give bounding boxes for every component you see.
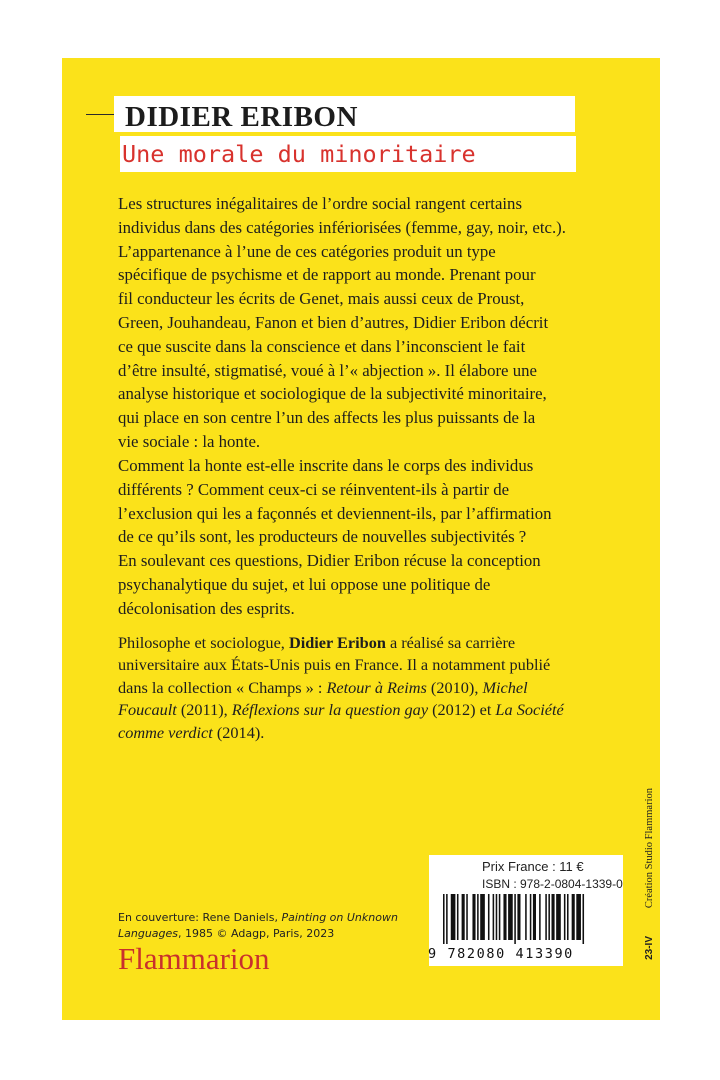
credit-text: En couverture: Rene Daniels, (118, 911, 282, 924)
barcode-stripe (466, 894, 468, 940)
blurb-line: qui place en son centre l’un des affects les plus puissants de la (118, 408, 536, 428)
barcode-stripe (556, 894, 561, 940)
barcode-stripe (451, 894, 456, 940)
blurb-line: de ce qu’ils sont, les producteurs de nouvelles subjectivités ? (118, 527, 527, 547)
barcode-stripe (503, 894, 506, 940)
bio-line (118, 677, 648, 699)
blurb-line: spécifique de psychisme et de rapport au monde. Prenant pour (118, 265, 536, 285)
barcode-stripe (514, 894, 516, 944)
barcode-stripe (533, 894, 536, 940)
bio-line (118, 632, 648, 654)
barcode-stripe (517, 894, 520, 940)
isbn-text: ISBN : 978-2-0804-1339-0 (482, 877, 623, 891)
bio-text: dans la collection « Champs » : (118, 677, 327, 697)
credit-text: , 1985 © Adagp, Paris, 2023 (178, 927, 335, 940)
design-credit: Création Studio Flammarion (644, 788, 655, 909)
blurb-line: analyse historique et sociologique de la subjectivité minoritaire, (118, 384, 547, 404)
barcode-stripe (496, 894, 498, 940)
blurb-line: ce que suscite dans la conscience et dans l’inconscient le fait (118, 336, 526, 356)
blurb-line: vie sociale : la honte. (118, 431, 261, 451)
bio-author-name: Didier Eribon (288, 633, 386, 652)
blurb-line: psychanalytique du sujet, et lui oppose une politique de (118, 574, 491, 594)
print-code: 23-IV (644, 936, 655, 960)
bio-book-title: La Société (495, 700, 564, 720)
bio-book-title: Retour à Reims (326, 677, 427, 697)
barcode-stripe (539, 894, 541, 940)
barcode-stripe (446, 894, 448, 944)
barcode-stripe (564, 894, 566, 940)
barcode-stripe (443, 894, 445, 944)
bio-text: (2012) et (428, 700, 496, 720)
bio-text: (2010), (426, 677, 483, 697)
barcode-stripe (572, 894, 575, 940)
publisher-logo: Flammarion (118, 941, 270, 976)
bio-book-title: comme verdict (118, 722, 213, 742)
bio-book-title: Foucault (118, 700, 177, 720)
bio-text: a réalisé sa carrière (385, 633, 516, 652)
credit-artwork-title: Painting on Unknown (281, 911, 398, 924)
credit-line (118, 910, 398, 926)
barcode-stripe (457, 894, 459, 940)
bio-text: (2014). (212, 722, 265, 742)
barcode-stripe (477, 894, 479, 940)
bio-text: Philosophe et sociologue, (118, 633, 289, 652)
blurb-line: individus dans des catégories infériorisées (femme, gay, noir, etc.). (118, 217, 566, 237)
book-title: Une morale du minoritaire (122, 140, 476, 168)
blurb-line: Les structures inégalitaires de l’ordre social rangent certains (118, 194, 522, 213)
blurb-line: Comment la honte est-elle inscrite dans le corps des individus (118, 456, 534, 475)
barcode-stripe (576, 894, 581, 940)
bio-line: universitaire aux États-Unis puis en France. Il a notamment publié (118, 655, 551, 675)
barcode-stripe (583, 894, 585, 944)
blurb-line: En soulevant ces questions, Didier Eribon récuse la conception (118, 551, 541, 571)
barcode-stripe (552, 894, 555, 940)
banner-dash (86, 114, 114, 115)
author-name: DIDIER ERIBON (125, 101, 358, 133)
barcode-digits: 9 782080 413390 (428, 946, 574, 962)
barcode-stripe (472, 894, 475, 940)
book-back-cover (62, 58, 660, 1020)
blurb-paragraph-2 (118, 454, 648, 621)
blurb-line: d’être insulté, stigmatisé, voué à l’« abjection ». Il élabore une (118, 360, 537, 380)
barcode-stripe (530, 894, 532, 940)
blurb-line: Green, Jouhandeau, Fanon et bien d’autres, Didier Eribon décrit (118, 312, 549, 332)
barcode-stripe (488, 894, 490, 940)
bio-book-title: Réflexions sur la question gay (231, 700, 429, 720)
barcode-stripe (508, 894, 513, 940)
barcode-stripe (567, 894, 569, 940)
barcode-stripe (493, 894, 495, 940)
bio-book-title: Michel (482, 677, 528, 697)
barcode-stripe (525, 894, 527, 940)
blurb-line: L’appartenance à l’une de ces catégories produit un type (118, 241, 496, 261)
credit-artwork-title: Languages (118, 927, 179, 940)
blurb-line: l’exclusion qui les a façonnés et deviennent-ils, par l’affirmation (118, 503, 552, 523)
credit-line (118, 926, 398, 942)
barcode-stripe (499, 894, 501, 940)
bio-text: (2011), (176, 700, 232, 720)
bio-line (118, 699, 648, 721)
barcode-icon (443, 894, 619, 944)
blurb-line: différents ? Comment ceux-ci se réinventent-ils à partir de (118, 479, 510, 499)
blurb-paragraph-1 (118, 192, 648, 454)
cover-credit (118, 910, 398, 942)
barcode-stripe (548, 894, 550, 940)
barcode-stripe (462, 894, 465, 940)
barcode-stripe (545, 894, 547, 940)
author-bio (118, 632, 648, 744)
blurb-line: décolonisation des esprits. (118, 598, 295, 618)
bio-line (118, 722, 648, 744)
price-text: Prix France : 11 € (482, 859, 584, 874)
blurb-line: fil conducteur les écrits de Genet, mais aussi ceux de Proust, (118, 289, 525, 309)
barcode-stripe (480, 894, 485, 940)
